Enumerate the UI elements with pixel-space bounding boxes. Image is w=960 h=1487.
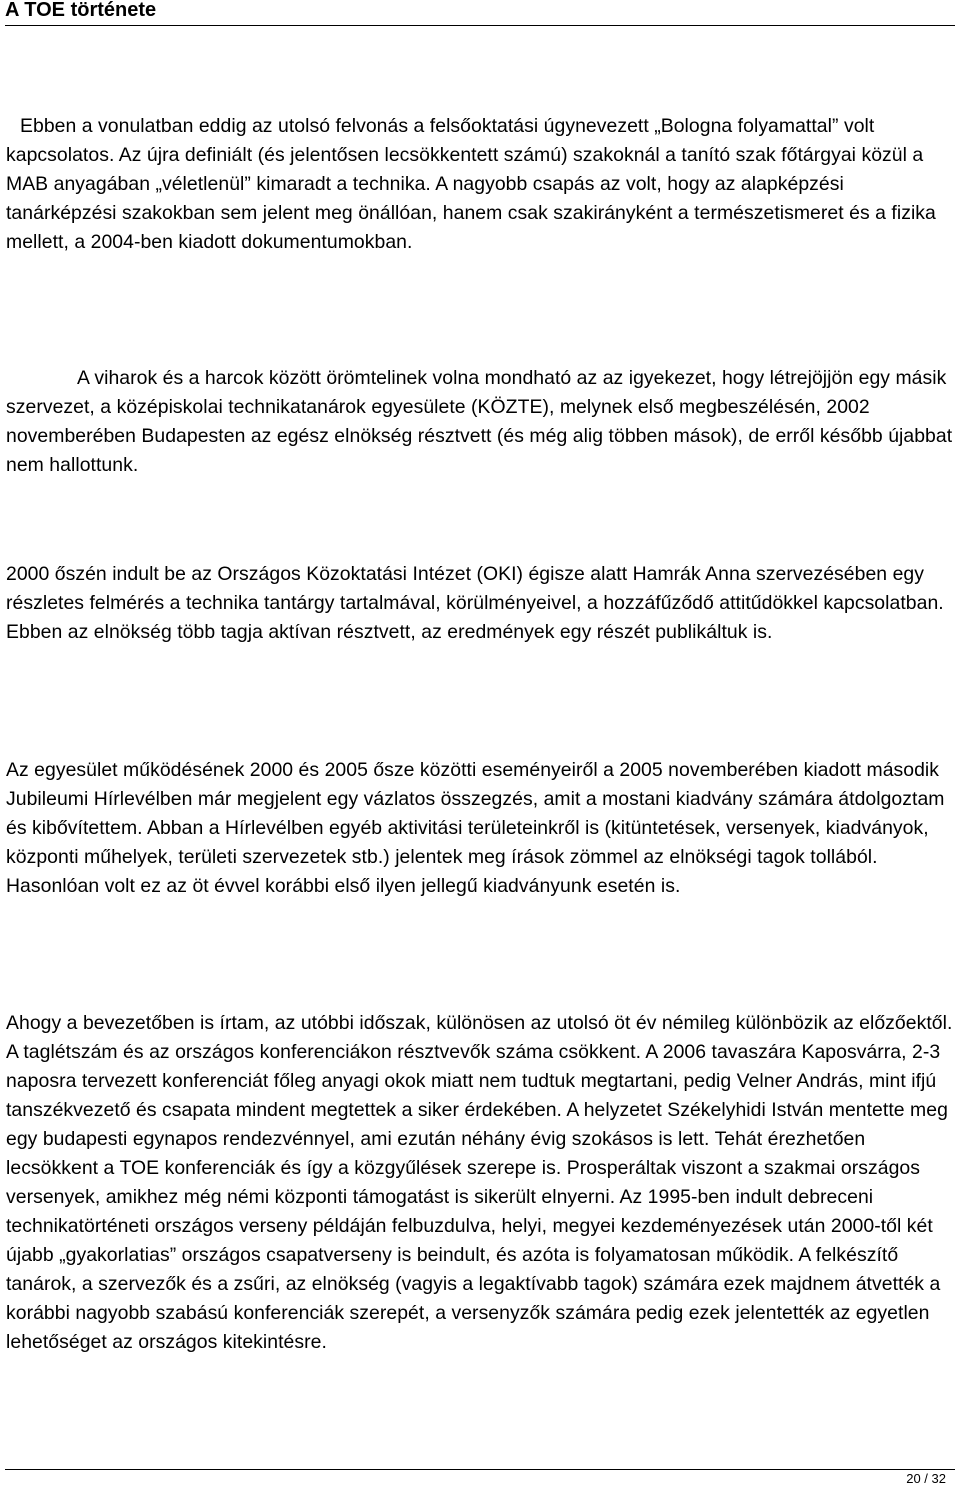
paragraph-recent-period: Ahogy a bevezetőben is írtam, az utóbbi időszak, különösen az utolsó öt év némileg különbözik az előzőektől. A taglétszám és az országos konferenciákon résztvevők száma csökkent. A 2006 tavaszára Kaposvárra, 2-3 naposra tervezett konferenciát főleg anyagi okok miatt nem tudtuk megtartani, pedig Velner András, mint ifjú tanszékvezető és csapata mindent megtettek a siker érdekében. A helyzetet Székelyhidi István mentette meg egy budapesti egynapos rendezvénnyel, ami ezután néhány évig szokásos is lett. Tehát érezhetően lecsökkent a TOE konferenciák és így a közgyűlések szerepe is. Prosperáltak viszont a szakmai országos versenyek, amikhez még némi központi támogatást is sikerült elnyerni. Az 1995-ben indult debreceni technikatörténeti országos verseny példáján felbuzdulva, helyi, megyei kezdeményezések után 2000-től két újabb „gyakorlatias” országos csapatverseny is beindult, és azóta is folyamatosan működik. A felkészítő tanárok, a szervezők és a zsűri, az elnökség (vagyis a legaktívabb tagok) számára ezek majdnem átvették a korábbi nagyobb szabású konferenciák szerepét, a versenyzők számára pedig ezek jelentették az egyetlen lehetőséget az országos kitekintésre. <box>6 1012 953 1353</box>
page-number: 20 / 32 <box>906 1471 946 1486</box>
paragraph-kozte: A viharok és a harcok között örömtelinek volna mondható az az igyekezet, hogy létrejöjjön egy másik szervezet, a középiskolai technikatanárok egyesülete (KÖZTE), melynek első megbeszélésén, 2002 novemberében Budapesten az egész elnökség résztvett (és még alig többen mások), de erről később újabbat nem hallottunk. <box>6 367 953 476</box>
header-divider <box>5 25 955 26</box>
page-title: A TOE története <box>5 0 157 21</box>
paragraph-oki-survey: 2000 őszén indult be az Országos Közoktatási Intézet (OKI) égisze alatt Hamrák Anna szervezésében egy részletes felmérés a technika tantárgy tartalmával, körülményeivel, a hozzáfűződő attitűdökkel kapcsolatban. Ebben az elnökség több tagja aktívan résztvett, az eredmények egy részét publikáltuk is. <box>6 563 944 643</box>
paragraph-bologna: Ebben a vonulatban eddig az utolsó felvonás a felsőoktatási úgynevezett „Bologna folyamattal” volt kapcsolatos. Az újra definiált (és jelentősen lecsökkentett számú) szakoknál a tanító szak főtárgyai közül a MAB anyagában „véletlenül” kimaradt a technika. A nagyobb csapás az volt, hogy az alapképzési tanárképzési szakokban sem jelent meg önállóan, hanem csak szakirányként a természetismeret és a fizika mellett, a 2004-ben kiadott dokumentumokban. <box>6 115 936 253</box>
footer-divider <box>5 1469 955 1470</box>
paragraph-jubilee-newsletter: Az egyesület működésének 2000 és 2005 ősze közötti eseményeiről a 2005 novemberében kiadott második Jubileumi Hírlevélben már megjelent egy vázlatos összegzés, amit a mostani kiadvány számára átdolgoztam és kibővítettem. Abban a Hírlevélben egyéb aktivitási területeinkről is (kitüntetések, versenyek, kiadványok, központi műhelyek, területi szervezetek stb.) jelentek meg írások zömmel az elnökségi tagok tollából. Hasonlóan volt ez az öt évvel korábbi első ilyen jellegű kiadványunk esetén is. <box>6 759 945 897</box>
